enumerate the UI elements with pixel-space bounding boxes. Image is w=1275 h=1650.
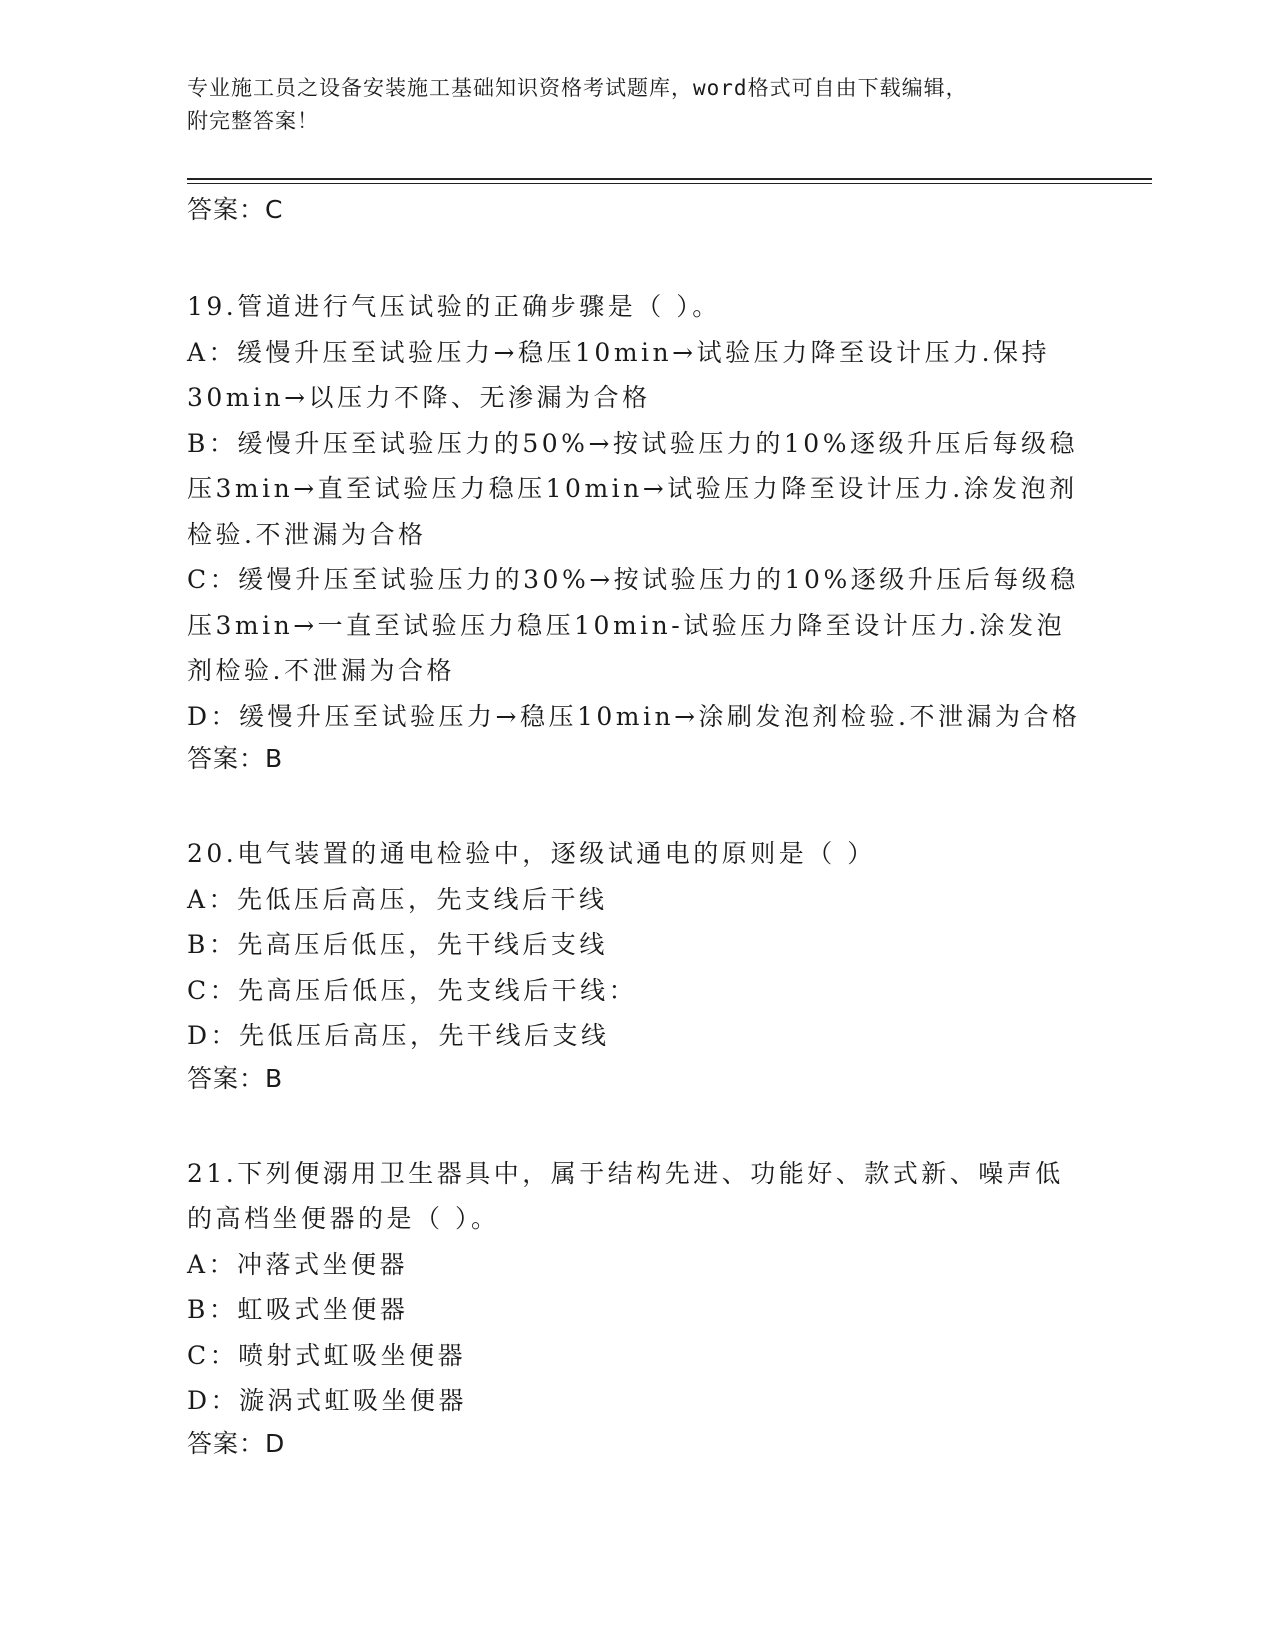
option-b-cont: 检验.不泄漏为合格 — [187, 519, 427, 549]
header-divider-thin — [187, 183, 1152, 184]
option-c: C：先高压后低压，先支线后干线： — [187, 975, 638, 1005]
question-stem: 20.电气装置的通电检验中，逐级试通电的原则是（ ） — [187, 839, 876, 868]
option-a-cont: 30min→以压力不降、无渗漏为合格 — [187, 383, 651, 412]
answer: 答案：D — [187, 1428, 286, 1458]
question-stem: 21.下列便溺用卫生器具中，属于结构先进、功能好、款式新、噪声低 — [187, 1158, 1064, 1188]
option-b: B：缓慢升压至试验压力的50%→按试验压力的10%逐级升压后每级稳 — [187, 428, 1078, 458]
header-line-1: 专业施工员之设备安装施工基础知识资格考试题库，word格式可自由下载编辑， — [187, 76, 968, 100]
question-19 — [187, 284, 1087, 779]
option-a: A：缓慢升压至试验压力→稳压10min→试验压力降至设计压力.保持 — [187, 337, 1051, 367]
option-b: B：先高压后低压，先干线后支线 — [187, 930, 608, 959]
question-20 — [187, 831, 1087, 1099]
option-d: D：漩涡式虹吸坐便器 — [187, 1386, 468, 1415]
option-a: A：冲落式坐便器 — [187, 1249, 409, 1279]
header-divider — [187, 178, 1152, 180]
question-stem-cont: 的高档坐便器的是（ ）。 — [187, 1204, 500, 1233]
question-list — [187, 190, 1087, 1464]
option-b: B：虹吸式坐便器 — [187, 1295, 409, 1324]
option-a: A：先低压后高压，先支线后干线 — [187, 884, 608, 914]
option-c-cont: 压3min→一直至试验压力稳压10min-试验压力降至设计压力.涂发泡 — [187, 610, 1066, 640]
document-header — [187, 72, 1067, 138]
option-c: C：喷射式虹吸坐便器 — [187, 1340, 467, 1370]
option-c: C：缓慢升压至试验压力的30%→按试验压力的10%逐级升压后每级稳 — [187, 565, 1079, 594]
answer: 答案：B — [187, 1063, 284, 1093]
option-d: D：缓慢升压至试验压力→稳压10min→涂刷发泡剂检验.不泄漏为合格 — [187, 701, 1081, 731]
question-21 — [187, 1151, 1087, 1464]
option-d: D：先低压后高压，先干线后支线 — [187, 1021, 610, 1050]
header-line-2: 附完整答案！ — [187, 109, 319, 133]
answer: 答案：B — [187, 744, 284, 773]
previous-answer: 答案：C — [187, 195, 284, 224]
option-b-cont: 压3min→直至试验压力稳压10min→试验压力降至设计压力.涂发泡剂 — [187, 474, 1078, 503]
question-stem: 19.管道进行气压试验的正确步骤是（ ）。 — [187, 292, 721, 321]
option-c-cont: 剂检验.不泄漏为合格 — [187, 656, 455, 685]
